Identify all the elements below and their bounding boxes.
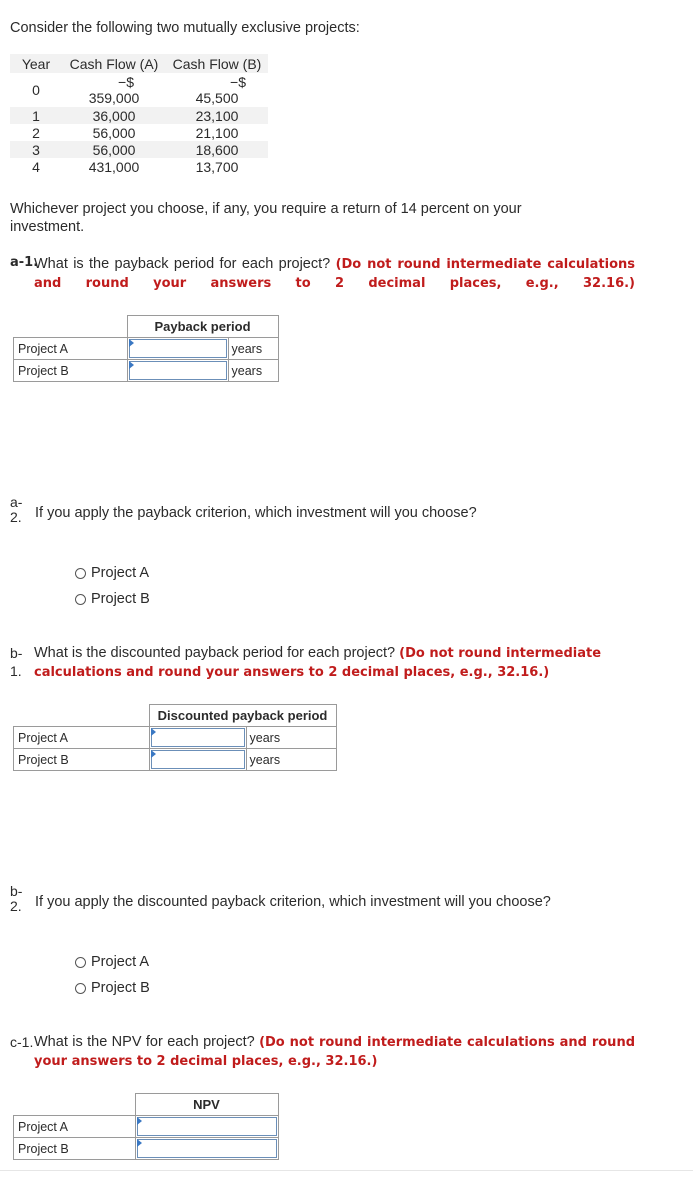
table-row: [10, 141, 268, 158]
flag-marker: [151, 750, 156, 758]
discounted-payback-table: [13, 704, 337, 771]
npv-header: NPV: [135, 1094, 278, 1116]
unit-label: years: [246, 749, 336, 771]
discounted-payback-b-input[interactable]: [151, 750, 245, 769]
question-a1: [10, 255, 635, 293]
year-cell: 4: [32, 158, 40, 175]
question-text: What is the discounted payback period for each project?: [34, 645, 396, 661]
radio-circle[interactable]: [75, 594, 86, 605]
cash-b-cell: 23,100: [166, 107, 268, 124]
instruction-note: (Do not round intermediate calculations and round your answers to 2 decimal places, e.g., 32.16.): [34, 1035, 636, 1069]
intro-text: Consider the following two mutually exclusive projects:: [10, 20, 360, 36]
unit-label: years: [246, 727, 336, 749]
flag-marker: [129, 339, 134, 347]
payback-a-input[interactable]: [129, 339, 227, 358]
question-b2-label: [10, 884, 22, 914]
year-cell: 3: [10, 141, 62, 158]
table-row: [10, 107, 268, 124]
col-year-header: Year: [10, 54, 62, 73]
requirement-text: Whichever project you choose, if any, you require a return of 14 percent on your investment.: [10, 201, 522, 235]
flag-marker: [129, 361, 134, 369]
row-label: Project B: [14, 360, 128, 382]
flag-marker: [137, 1139, 142, 1147]
col-b-header: Cash Flow (B): [166, 54, 268, 73]
option-label: Project B: [91, 591, 150, 607]
option-label: Project A: [91, 565, 150, 581]
npv-a-input[interactable]: [137, 1117, 277, 1136]
radio-circle[interactable]: [75, 568, 86, 579]
instruction-note: (Do not round intermediate calculations and round your answers to 2 decimal places, e.g., 32.16.): [34, 257, 636, 291]
question-b1-label: [10, 644, 22, 680]
payback-header: Payback period: [127, 316, 278, 338]
flag-marker: [137, 1117, 142, 1125]
cash-b-cell: 13,700: [195, 158, 239, 175]
divider: [0, 1170, 693, 1171]
table-row: [10, 124, 268, 141]
table-row: [10, 158, 268, 175]
radio-a2-project-a[interactable]: [75, 565, 149, 581]
radio-b2-project-a[interactable]: [75, 954, 149, 970]
cash-flow-table: [10, 54, 268, 175]
row-label: Project A: [14, 727, 150, 749]
flag-marker: [151, 728, 156, 736]
instruction-note: (Do not round intermediate calculations and round your answers to 2 decimal places, e.g., 32.16.): [34, 646, 602, 680]
question-a2-label: [10, 495, 22, 525]
cash-b-cell: 18,600: [166, 141, 268, 158]
cash-b-cell: 21,100: [195, 124, 239, 141]
question-label: a-1.: [10, 255, 39, 270]
row-label: Project B: [14, 1138, 136, 1160]
cash-a-cell: 56,000: [92, 124, 136, 141]
year-cell: 2: [32, 124, 40, 141]
row-label: Project A: [14, 1116, 136, 1138]
negative-sign: −$: [118, 74, 134, 90]
radio-circle[interactable]: [75, 957, 86, 968]
payback-table: [13, 315, 279, 382]
question-text: What is the payback period for each project?: [34, 256, 331, 272]
cash-a-cell: 36,000: [62, 107, 166, 124]
cash-a-value: 359,000: [88, 90, 140, 106]
question-c1: [10, 1033, 635, 1071]
table-row: [10, 73, 268, 107]
question-label-part: a-: [10, 494, 23, 510]
unit-label: years: [228, 360, 278, 382]
question-label-part: b-: [10, 645, 23, 661]
question-b1: [34, 644, 634, 682]
cash-b-value: 45,500: [195, 90, 239, 106]
discounted-payback-header: Discounted payback period: [149, 705, 336, 727]
payback-b-input[interactable]: [129, 361, 227, 380]
row-label: Project B: [14, 749, 150, 771]
cash-a-cell: 56,000: [62, 141, 166, 158]
question-b2-text: If you apply the discounted payback criterion, which investment will you choose?: [35, 894, 551, 910]
radio-circle[interactable]: [75, 983, 86, 994]
question-label-part: b-: [10, 883, 23, 899]
radio-a2-project-b[interactable]: [75, 591, 150, 607]
question-label-part: 1.: [10, 663, 22, 679]
negative-sign: −$: [230, 74, 246, 90]
cash-b-cell: [166, 73, 268, 107]
option-label: Project A: [91, 954, 150, 970]
question-label: c-1.: [10, 1034, 34, 1050]
question-label-part: 2.: [10, 898, 22, 914]
cash-a-cell: [62, 73, 166, 107]
question-text: What is the NPV for each project?: [34, 1034, 255, 1050]
npv-table: [13, 1093, 279, 1160]
radio-b2-project-b[interactable]: [75, 980, 150, 996]
unit-label: years: [228, 338, 278, 360]
cash-a-cell: 431,000: [88, 158, 140, 175]
year-cell: 1: [10, 107, 62, 124]
option-label: Project B: [91, 980, 150, 996]
year-cell: 0: [32, 82, 40, 98]
discounted-payback-a-input[interactable]: [151, 728, 245, 747]
row-label: Project A: [14, 338, 128, 360]
question-label-part: 2.: [10, 509, 22, 525]
col-a-header: Cash Flow (A): [62, 54, 166, 73]
question-a2-text: If you apply the payback criterion, which investment will you choose?: [35, 505, 477, 521]
npv-b-input[interactable]: [137, 1139, 277, 1158]
